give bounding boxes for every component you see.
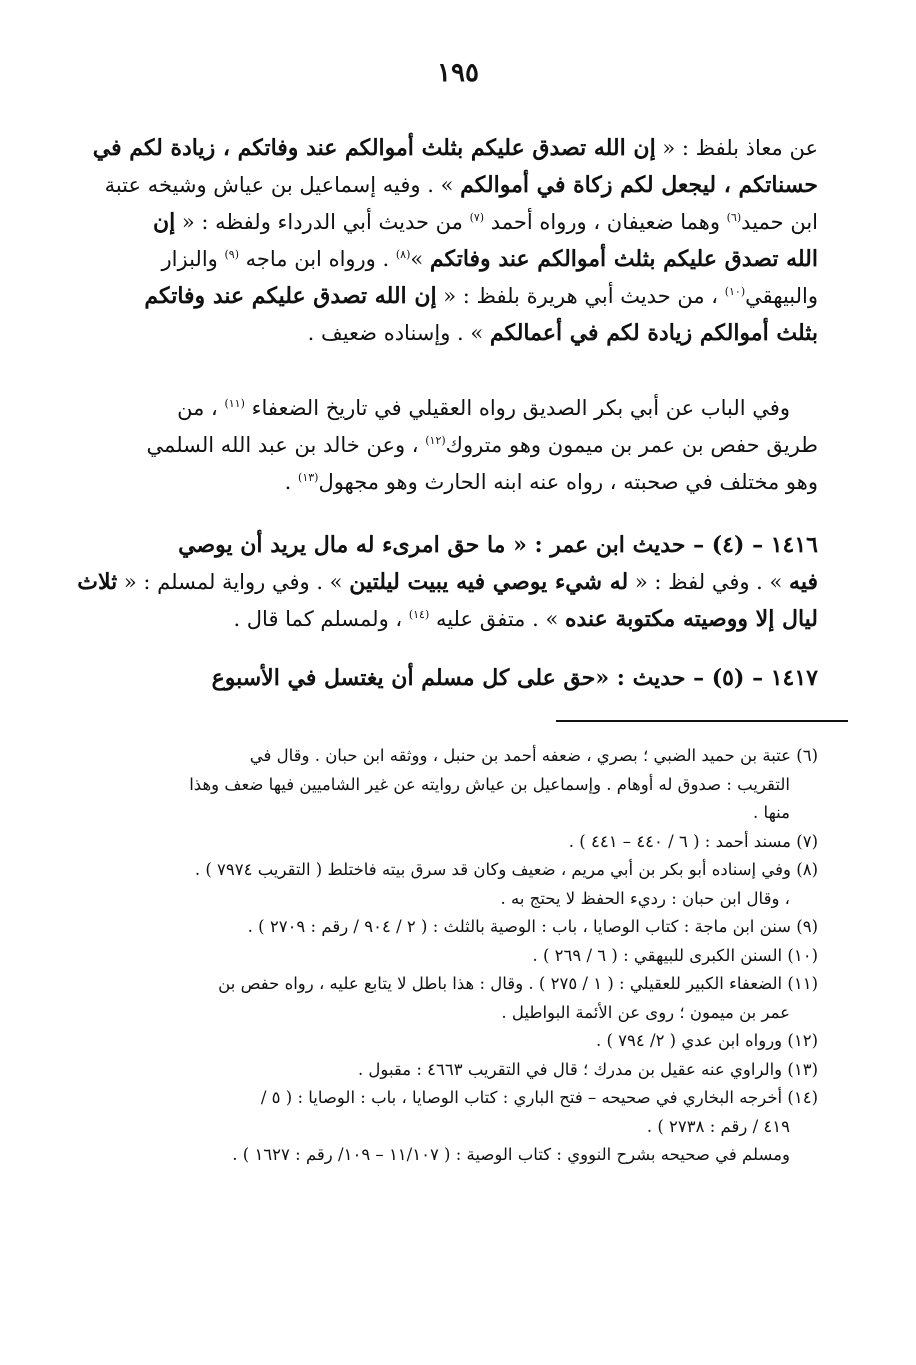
- text-line: فيه » . وفي لفظ : « له شيء يوصي فيه يبيت ليلتين » . وفي رواية لمسلم : « ثلاث: [77, 569, 818, 595]
- footnote-line: ، وقال ابن حبان : رديء الحفظ لا يحتج به .: [500, 888, 790, 908]
- text-line: عن معاذ بلفظ : « إن الله تصدق عليكم بثلث أموالكم عند وفاتكم ، زيادة لكم في: [92, 135, 818, 161]
- footnote-ref[interactable]: (١٢): [425, 434, 446, 447]
- footnote-ref[interactable]: (٨): [395, 248, 411, 261]
- footnote-line: (١٣) والراوي عنه عقيل بن مدرك ؛ قال في التقريب ٤٦٦٣ : مقبول .: [357, 1059, 818, 1079]
- text-line: وهو مختلف في صحبته ، رواه عنه ابنه الحارث وهو مجهول$^{(١٣)}$ .: [284, 470, 818, 494]
- footnote-ref[interactable]: (٦): [726, 211, 742, 224]
- footnote-line: (١٠) السنن الكبرى للبيهقي : ( ٦ / ٢٦٩ ) .: [532, 945, 818, 965]
- footnote-line: (٨) وفي إسناده أبو بكر بن أبي مريم ، ضعيف وكان قد سرق بيته فاختلط ( التقريب ٧٩٧٤ ) .: [194, 860, 818, 879]
- footnote-line: (١٤) أخرجه البخاري في صحيحه – فتح الباري : كتاب الوصايا ، باب : الوصايا : ( ٥ /: [260, 1088, 818, 1107]
- footnote-line: منها .: [753, 803, 790, 822]
- text-line: بثلث أموالكم زيادة لكم في أعمالكم » . وإسناده ضعيف .: [307, 320, 818, 346]
- footnote-line: (٧) مسند أحمد : ( ٦ / ٤٤٠ – ٤٤١ ) .: [568, 831, 818, 851]
- hadith-1416: [77, 527, 818, 638]
- text-line: ليال إلا ووصيته مكتوبة عنده » . متفق عليه $^{(١٤)}$ ، ولمسلم كما قال .: [233, 606, 818, 632]
- text-line: وفي الباب عن أبي بكر الصديق رواه العقيلي في تاريخ الضعفاء $^{(١١)}$ ، من: [177, 396, 790, 420]
- footnote-ref[interactable]: (١٤): [408, 608, 430, 621]
- footnote-ref[interactable]: (٧): [469, 211, 485, 224]
- footnote-line: (٦) عتبة بن حميد الضبي ؛ بصري ، ضعفه أحمد بن حنبل ، ووثقه ابن حبان . وقال في: [249, 746, 818, 765]
- footnote-divider: [556, 720, 848, 722]
- text-line: حسناتكم ، ليجعل لكم زكاة في أموالكم » . وفيه إسماعيل بن عياش وشيخه عتبة: [104, 172, 818, 198]
- text-line: والبيهقي$^{(١٠)}$ ، من حديث أبي هريرة بلفظ : « إن الله تصدق عليكم عند وفاتكم: [144, 283, 818, 309]
- text-line: طريق حفص بن عمر بن ميمون وهو متروك$^{(١٢)}$ ، وعن خالد بن عبد الله السلمي: [146, 433, 818, 457]
- text-line: ١٤١٧ – (٥) – حديث : «حق على كل مسلم أن يغتسل في الأسبوع: [211, 665, 818, 691]
- footnote-ref[interactable]: (١١): [224, 397, 245, 410]
- hadith-1417: [90, 660, 818, 697]
- footnote-ref[interactable]: (١٣): [298, 471, 319, 484]
- footnotes: [90, 742, 818, 1170]
- text-line: الله تصدق عليكم بثلث أموالكم عند وفاتكم »$^{(٨)}$ . ورواه ابن ماجه $^{(٩)}$ والبزار: [161, 246, 818, 272]
- page-number: ١٩٥: [437, 58, 479, 88]
- footnote-line: ومسلم في صحيحه بشرح النووي : كتاب الوصية : ( ١١/١٠٧ – ١٠٩/ رقم : ١٦٢٧ ) .: [232, 1145, 790, 1164]
- footnote-ref[interactable]: (٩): [224, 248, 239, 261]
- footnote-line: ٤١٩ / رقم : ٢٧٣٨ ) .: [646, 1116, 790, 1136]
- footnote-line: (١١) الضعفاء الكبير للعقيلي : ( ١ / ٢٧٥ ) . وقال : هذا باطل لا يتابع عليه ، رواه حفص بن: [218, 974, 818, 993]
- paragraph-1: [90, 130, 818, 352]
- text-line: ابن حميد$^{(٦)}$ وهما ضعيفان ، ورواه أحمد $^{(٧)}$ من حديث أبي الدرداء ولفظه : « إن: [152, 209, 818, 235]
- footnote-line: (٩) سنن ابن ماجة : كتاب الوصايا ، باب : الوصية بالثلث : ( ٢ / ٩٠٤ / رقم : ٢٧٠٩ ) .: [247, 917, 818, 936]
- footnote-line: التقريب : صدوق له أوهام . وإسماعيل بن عياش روايته عن غير الشاميين فيها ضعف وهذا: [189, 774, 790, 794]
- paragraph-2: [90, 390, 818, 501]
- footnote-line: عمر بن ميمون ؛ روى عن الأئمة البواطيل .: [501, 1002, 790, 1022]
- footnote-ref[interactable]: (١٠): [724, 285, 746, 298]
- text-line: ١٤١٦ – (٤) – حديث ابن عمر : « ما حق امرىء له مال يريد أن يوصي: [178, 532, 818, 558]
- footnote-line: (١٢) ورواه ابن عدي ( ٢/ ٧٩٤ ) .: [595, 1031, 818, 1050]
